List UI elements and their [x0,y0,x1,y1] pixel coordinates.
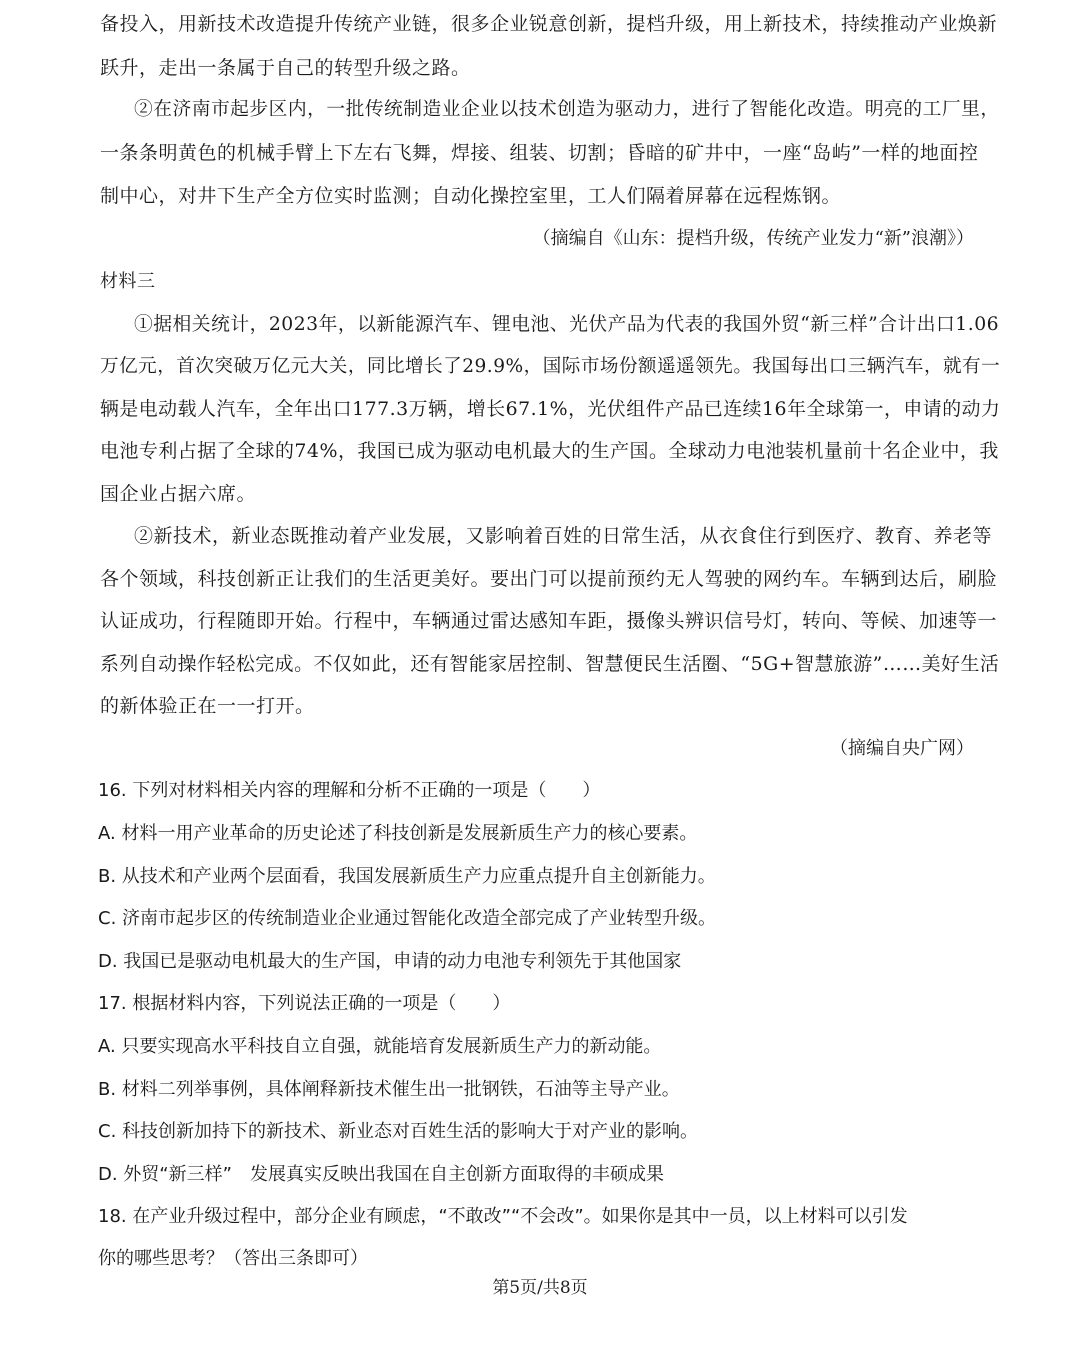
material2-p1-line-1: 备投入，用新技术改造提升传统产业链，很多企业锐意创新，提档升级，用上新技术，持续推动产业焕新 [100,13,998,35]
material3-source: （摘编自央广网） [830,738,974,759]
material2-p2-line-3: 制中心，对井下生产全方位实时监测；自动化操控室里，工人们隔着屏幕在远程炼钢。 [100,185,842,207]
material3-heading: 材料三 [100,271,156,292]
question-17-option-d: D. 外贸“新三样” 发展真实反映出我国在自主创新方面取得的丰硕成果 [98,1164,664,1185]
material2-p2-line-2: 一条条明黄色的机械手臂上下左右飞舞，焊接、组装、切割；昏暗的矿井中，一座“岛屿”一样的地面控 [100,142,979,164]
material2-p1-line-2: 跃升，走出一条属于自己的转型升级之路。 [100,57,471,79]
question-17-option-b: B. 材料二列举事例，具体阐释新技术催生出一批钢铁，石油等主导产业。 [98,1079,680,1100]
material2-source: （摘编自《山东：提档升级，传统产业发力“新”浪潮》） [532,228,974,249]
material3-p1-line-1: ①据相关统计，2023年，以新能源汽车、锂电池、光伏产品为代表的我国外贸“新三样”合计出口1.06 [134,314,1000,335]
question-17-option-a: A. 只要实现高水平科技自立自强，就能培育发展新质生产力的新动能。 [98,1036,662,1057]
material3-p1-line-5: 国企业占据六席。 [100,483,257,505]
question-18-stem-line-1: 18. 在产业升级过程中，部分企业有顾虑，“不敢改”“不会改”。如果你是其中一员，以上材料可以引发 [98,1206,908,1227]
page-footer: 第5页/共8页 [492,1278,588,1298]
material3-p2-line-5: 的新体验正在一一打开。 [100,695,315,717]
material3-p1-line-2: 万亿元，首次突破万亿元大关，同比增长了29.9%，国际市场份额遥遥领先。我国每出口三辆汽车，就有一 [100,356,1001,377]
question-16-option-b: B. 从技术和产业两个层面看，我国发展新质生产力应重点提升自主创新能力。 [98,866,716,887]
material2-p2-line-1: ②在济南市起步区内，一批传统制造业企业以技术创造为驱动力，进行了智能化改造。明亮的工厂里， [134,99,1000,120]
question-16-stem: 16. 下列对材料相关内容的理解和分析不正确的一项是（ ） [98,780,601,801]
question-17-option-c: C. 科技创新加持下的新技术、新业态对百姓生活的影响大于对产业的影响。 [98,1121,699,1142]
question-18-stem-line-2: 你的哪些思考？（答出三条即可） [98,1248,368,1269]
material3-p2-line-4: 系列自动操作轻松完成。不仅如此，还有智能家居控制、智慧便民生活圈、“5G+智慧旅游”……美好生活 [100,653,1000,675]
question-16-option-d: D. 我国已是驱动电机最大的生产国，申请的动力电池专利领先于其他国家 [98,951,682,972]
question-17-stem: 17. 根据材料内容，下列说法正确的一项是（ ） [98,993,511,1014]
question-16-option-c: C. 济南市起步区的传统制造业企业通过智能化改造全部完成了产业转型升级。 [98,908,717,929]
material3-p2-line-3: 认证成功，行程随即开始。行程中，车辆通过雷达感知车距，摄像头辨识信号灯，转向、等候、加速等一 [100,610,998,632]
material3-p1-line-3: 辆是电动载人汽车，全年出口177.3万辆，增长67.1%，光伏组件产品已连续16年全球第一，申请的动力 [100,398,1001,420]
material3-p1-line-4: 电池专利占据了全球的74%，我国已成为驱动电机最大的生产国。全球动力电池装机量前十名企业中，我 [100,440,999,462]
question-16-option-a: A. 材料一用产业革命的历史论述了科技创新是发展新质生产力的核心要素。 [98,823,698,844]
material3-p2-line-1: ②新技术，新业态既推动着产业发展，又影响着百姓的日常生活，从衣食住行到医疗、教育、养老等 [134,525,993,547]
material3-p2-line-2: 各个领域，科技创新正让我们的生活更美好。要出门可以提前预约无人驾驶的网约车。车辆到达后，刷脸 [100,568,998,590]
